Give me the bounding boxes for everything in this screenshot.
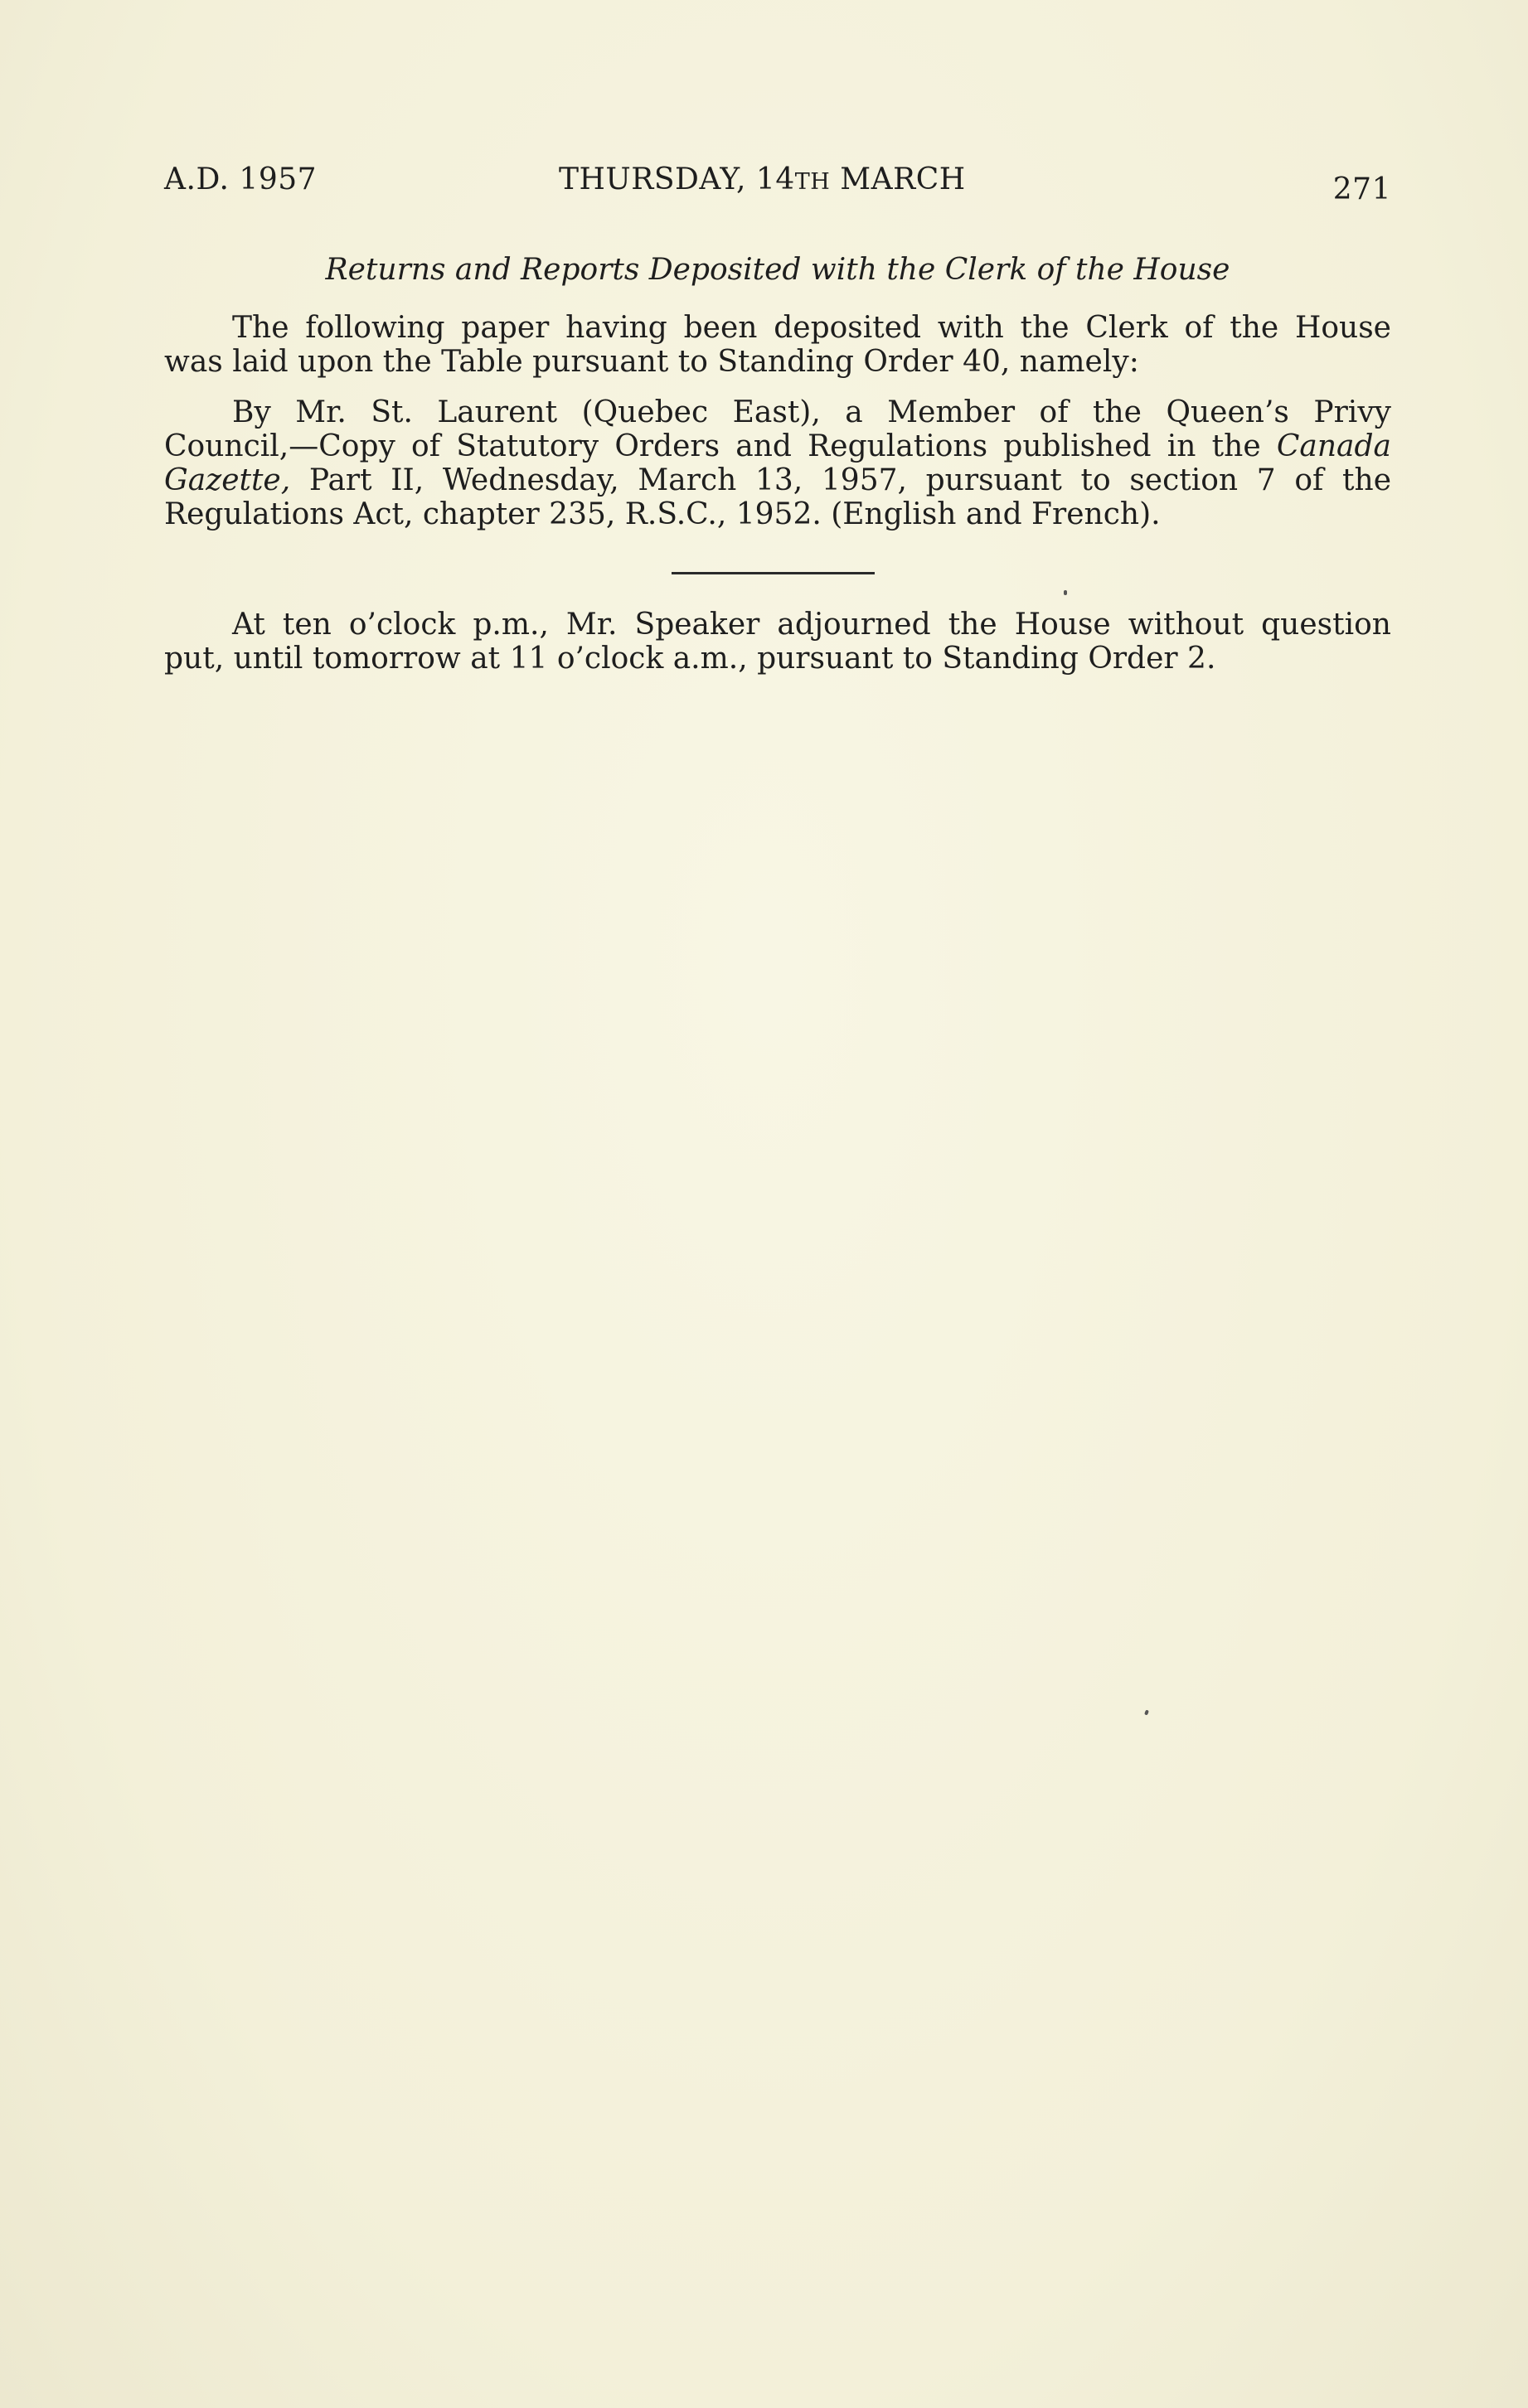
page-number: 271 xyxy=(1332,172,1391,206)
paragraph-line xyxy=(164,429,1391,463)
header-day: THURSDAY, 14 xyxy=(559,162,795,196)
header-year: A.D. 1957 xyxy=(164,162,318,196)
publication-title: Canada xyxy=(1276,429,1391,463)
header-date xyxy=(559,162,966,196)
header-day-suffix: TH xyxy=(794,169,831,195)
paragraph-line: Regulations Act, chapter 235, R.S.C., 1952. (English and French). xyxy=(164,497,1161,531)
paragraph-line xyxy=(164,463,1391,497)
publication-title: Gazette, xyxy=(164,463,291,497)
paragraph-line: At ten o’clock p.m., Mr. Speaker adjourned the House without question xyxy=(232,608,1391,642)
paragraph-line: The following paper having been deposited with the Clerk of the House xyxy=(232,311,1391,345)
paragraph-text: Council,—Copy of Statutory Orders and Regulations published in the xyxy=(164,429,1277,463)
paragraph-line: By Mr. St. Laurent (Quebec East), a Member of the Queen’s Privy xyxy=(232,395,1391,429)
header-month: MARCH xyxy=(840,162,966,196)
paragraph-line: put, until tomorrow at 11 o’clock a.m., pursuant to Standing Order 2. xyxy=(164,642,1216,676)
paper-speck xyxy=(1064,590,1067,595)
paragraph-adjournment xyxy=(164,608,1391,676)
page-header xyxy=(164,159,1391,209)
paper-speck xyxy=(1144,1709,1149,1715)
paragraph-text: Part II, Wednesday, March 13, 1957, pursuant to section 7 of the xyxy=(290,463,1391,497)
paragraph-statutory-orders xyxy=(164,395,1391,531)
paragraph-deposited-paper xyxy=(164,311,1391,379)
section-title: Returns and Reports Deposited with the Clerk of the House xyxy=(325,253,1230,287)
section-divider xyxy=(672,572,875,574)
paragraph-line: was laid upon the Table pursuant to Standing Order 40, namely: xyxy=(164,345,1139,379)
